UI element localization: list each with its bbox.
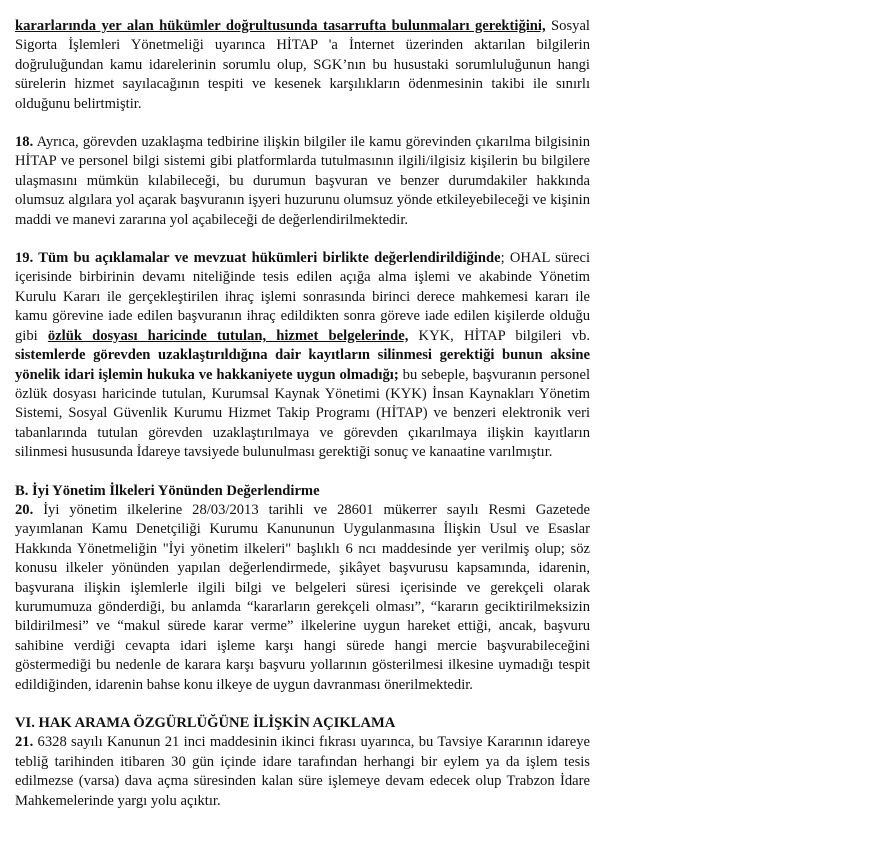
paragraph-19-text-1: ; OHAL süreci içerisinde birbirinin devamı niteliğinde tesis edilen açığa alma işlemi ve akabinde Yönetim Kurulu Kararı ile gerçekleştirilen ihraç işlemi sonrasında birinci derece mahkemesi kararı ile kamu görevine iade edilen başvuranın ihraç edildikten sonra göreve iade edilen kişilerde olduğu gibi: [15, 250, 590, 344]
spacer: [15, 114, 590, 133]
section-b-heading: B. İyi Yönetim İlkeleri Yönünden Değerlendirme: [15, 482, 320, 499]
paragraph-17-lead: kararlarında yer alan hükümler doğrultusunda tasarrufta bulunmaları gerektiğini,: [15, 18, 546, 34]
paragraph-19-text-3: bu sebeple, başvuranın personel özlük dosyası haricinde tutulan, Kurumsal Kaynak Yönetimi (KYK) İnsan Kaynakları Yönetim Sistemi, Sosyal Güvenlik Kurumu Hizmet Takip Programı (HİTAP) ve benzeri elektronik veri tabanlarında tutulan görevden uzaklaştırılmaya ve görevden çıkarılmaya ilişkin kayıtların silinmesi hususunda İdareye tavsiyede bulunulması gerektiği sonuç ve kanaatine varılmıştır.: [15, 366, 590, 461]
paragraph-19-bold: sistemlerde görevden uzaklaştırıldığına dair kayıtların silinmesi gerektiği bunun aksine yönelik idari işlemin hukuka ve hakkaniyete uygun olmadığı;: [15, 347, 590, 383]
paragraph-17-text: Sosyal Sigorta İşlemleri Yönetmeliği uyarınca HİTAP 'a İnternet üzerinden aktarılan bilgilerin doğruluğundan kamu idarelerinin sorumlu olup, SGK’nın bu husustaki sorumluluğunun hangi sürelerin hizmet sayılacağının tespiti ve kesenek karşılıkların ödenmesinin takibi ile sınırlı olduğunu belirtmiştir.: [15, 18, 590, 112]
paragraph-20-number: 20.: [15, 501, 34, 518]
paragraph-18-number: 18.: [15, 134, 34, 151]
section-vi-heading: VI. HAK ARAMA ÖZGÜRLÜĞÜNE İLİŞKİN AÇIKLAMA: [15, 715, 396, 731]
paragraph-21: [15, 733, 590, 811]
paragraph-17: [15, 17, 590, 114]
paragraph-19-lead: 19. Tüm bu açıklamalar ve mevzuat hükümleri birlikte değerlendirildiğinde: [15, 250, 501, 267]
document-body: [15, 17, 590, 811]
spacer: [15, 463, 590, 482]
paragraph-18: [15, 133, 590, 230]
spacer: [15, 695, 590, 714]
paragraph-20-text: İyi yönetim ilkelerine 28/03/2013 tarihli ve 28601 mükerrer sayılı Resmi Gazetede yayımlanan Kamu Denetçiliği Kurumu Kanununun Uygulanmasına İlişkin Usul ve Esaslar Hakkında Yönetmeliğin "İyi yönetim ilkeleri" başlıklı 6 ncı maddesinde yer verilmiş olup; söz konusu ilkeler yönünden yapılan değerlendirmede, şikâyet başvurusu kapsamında, idarenin, başvurana ilişkin işlemlerle ilgili bilgi ve belgeleri süresi içerisinde ve gerekçeli olarak kurumumuza gönderdiği, bu anlamda “kararların gerekçeli olması”, “kararın geciktirilmeksizin bildirilmesi” ve “makul sürede karar verme” ilkelerine uygun hareket ettiği, ancak, başvuru sahibine verdiği cevapta idari işleme karşı hangi sürede hangi mercie başvurabileceğini göstermediği bu nedenle de karara karşı başvuru yollarının gösterilmesi ilkesine uymadığı tespit edildiğinden, idarenin bahse konu ilkeye de uygun davranması önerilmektedir.: [15, 501, 590, 693]
paragraph-19: [15, 249, 590, 462]
paragraph-19-text-2: KYK, HİTAP bilgileri vb.: [408, 327, 590, 344]
paragraph-21-text: 6328 sayılı Kanunun 21 inci maddesinin ikinci fıkrası uyarınca, bu Tavsiye Kararının idareye tebliğ tarihinden itibaren 30 gün içinde idare tarafından herhangi bir eylem ya da işlem tesis edilmezse (varsa) dava açma süresinden kalan süre işlemeye devam edecek olup Trabzon İdare Mahkemelerinde yargı yolu açıktır.: [15, 734, 590, 809]
paragraph-20: [15, 501, 590, 695]
paragraph-19-underlined: özlük dosyası haricinde tutulan, hizmet belgelerinde,: [47, 327, 409, 344]
paragraph-21-number: 21.: [15, 734, 34, 751]
spacer: [15, 230, 590, 249]
paragraph-18-text: Ayrıca, görevden uzaklaşma tedbirine ilişkin bilgiler ile kamu görevinden çıkarılma bilgisinin HİTAP ve personel bilgi sistemi gibi platformlarda tutulmasının ilgili/ilgisiz kişilerin bu bilgilere ulaşmasını mümkün kılabileceği, bu durumun başvuran ve benzer durumdakiler hakkında olumsuz algılara yol açarak başvuranın işyeri huzurunu olumsuz yönde etkileyebileceği ve kişinin maddi ve manevi zararına yol açabileceği de değerlendirilmektedir.: [15, 134, 590, 228]
